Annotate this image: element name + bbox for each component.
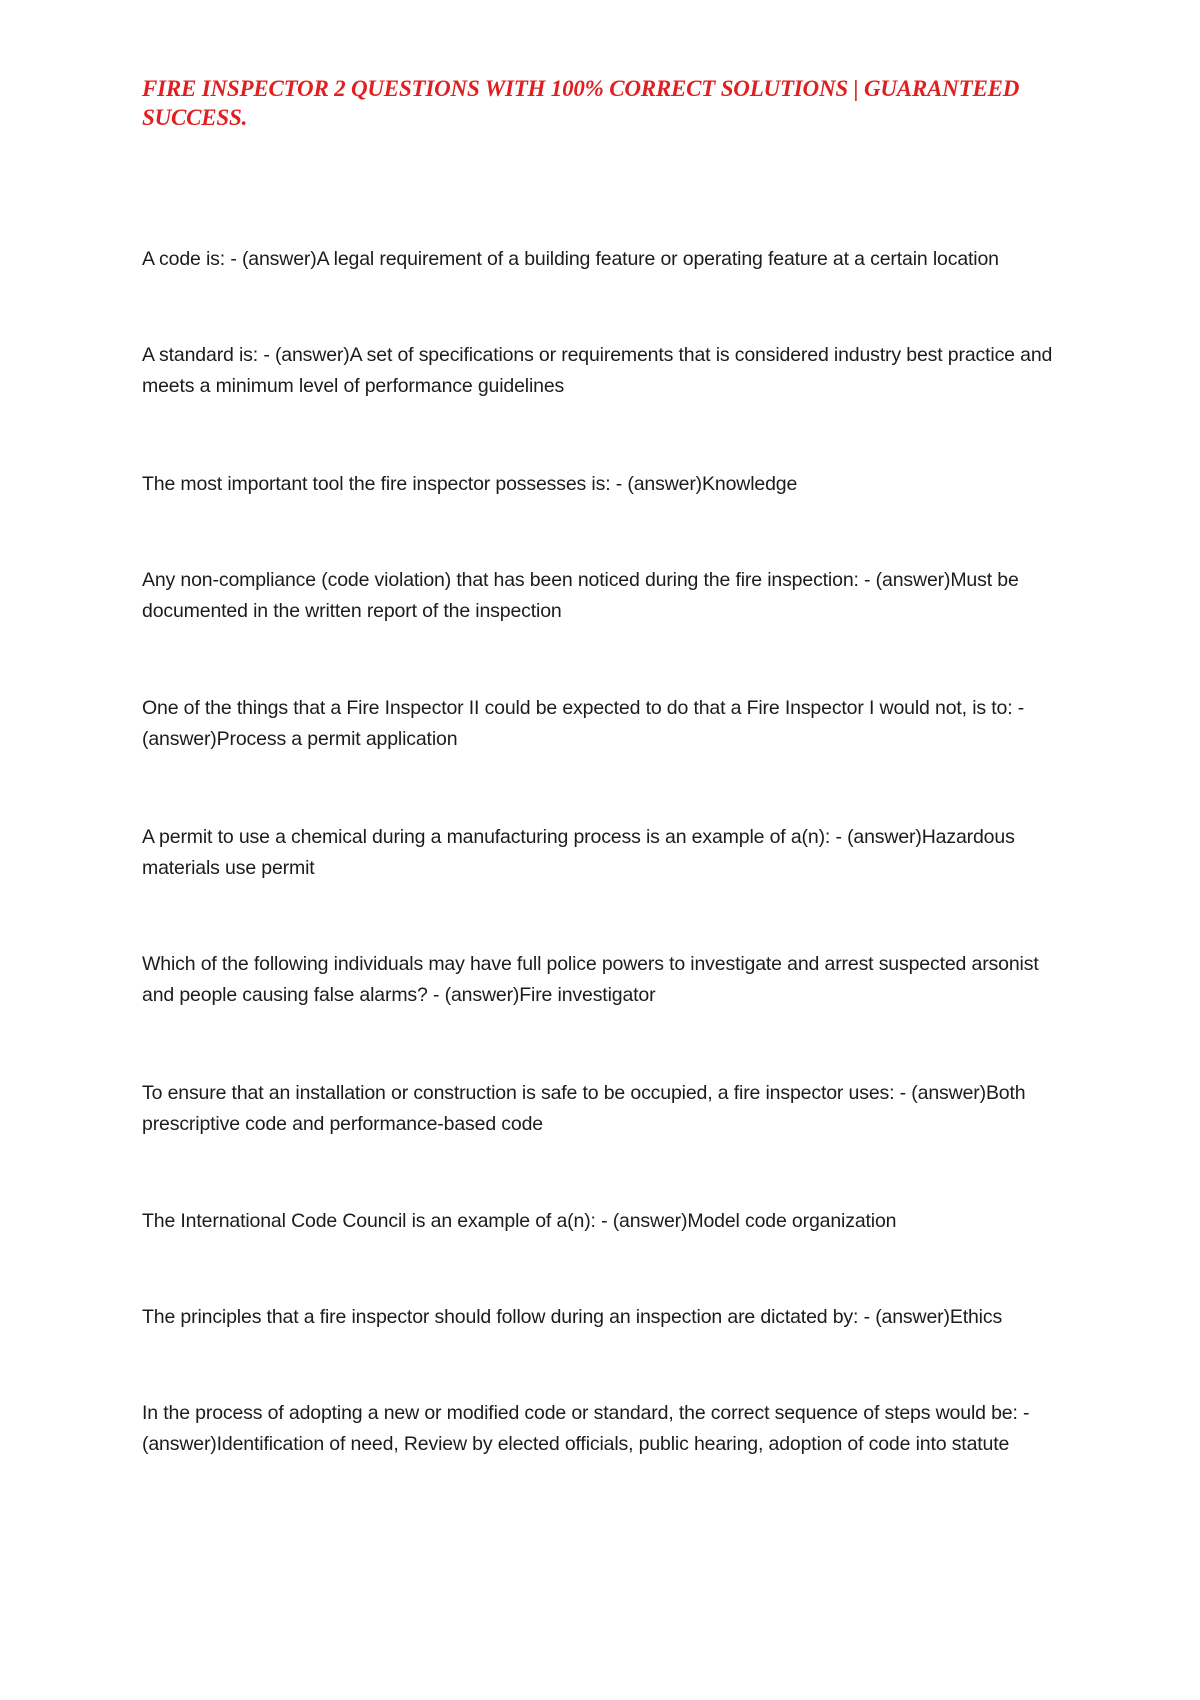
qa-item-11 — [142, 1398, 1072, 1460]
qa-item-3 — [142, 469, 1072, 500]
qa-item-2 — [142, 340, 1072, 402]
separator: - — [258, 344, 275, 366]
question-text: A permit to use a chemical during a manufacturing process is an example of a(n): — [142, 826, 831, 848]
answer-text: (answer)Hazardous materials use permit — [142, 826, 1015, 879]
question-text: A code is: — [142, 248, 226, 270]
qa-item-9 — [142, 1206, 1072, 1237]
qa-item-4 — [142, 565, 1072, 627]
answer-text: (answer)A set of specifications or requirements that is considered industry best practice and meets a minimum level of performance guidelines — [142, 344, 1053, 397]
separator: - — [1017, 1402, 1030, 1424]
answer-text: (answer)A legal requirement of a building feature or operating feature at a certain location — [241, 248, 999, 270]
separator: - — [225, 248, 242, 270]
answer-text: (answer)Process a permit application — [142, 728, 458, 750]
qa-item-1 — [142, 244, 1072, 275]
separator: - — [1012, 697, 1025, 719]
answer-text: (answer)Knowledge — [627, 473, 798, 495]
qa-item-8 — [142, 1078, 1072, 1140]
separator: - — [894, 1082, 912, 1104]
separator: - — [830, 826, 848, 848]
qa-item-10 — [142, 1302, 1072, 1333]
qa-item-6 — [142, 822, 1072, 884]
question-text: The most important tool the fire inspector possesses is: — [142, 473, 611, 495]
qa-item-5 — [142, 693, 1072, 755]
question-text: Which of the following individuals may have full police powers to investigate and arrest suspected arsonist and people causing false alarms? — [142, 953, 1039, 1006]
separator: - — [610, 473, 628, 495]
question-text: The International Code Council is an example of a(n): — [142, 1210, 596, 1232]
separator: - — [858, 569, 876, 591]
question-text: To ensure that an installation or construction is safe to be occupied, a fire inspector uses: — [142, 1082, 895, 1104]
answer-text: (answer)Fire investigator — [444, 984, 656, 1006]
question-text: A standard is: — [142, 344, 259, 366]
separator: - — [858, 1306, 876, 1328]
question-text: The principles that a fire inspector should follow during an inspection are dictated by: — [142, 1306, 859, 1328]
answer-text: (answer)Ethics — [875, 1306, 1003, 1328]
question-text: Any non-compliance (code violation) that has been noticed during the fire inspection: — [142, 569, 859, 591]
answer-text: (answer)Identification of need, Review by elected officials, public hearing, adoption of code into statute — [142, 1433, 1010, 1455]
document-title: FIRE INSPECTOR 2 QUESTIONS WITH 100% CORRECT SOLUTIONS | GUARANTEED SUCCESS. — [142, 76, 1020, 130]
answer-text: (answer)Must be documented in the written report of the inspection — [142, 569, 1019, 622]
question-text: In the process of adopting a new or modified code or standard, the correct sequence of steps would be: — [142, 1402, 1018, 1424]
separator: - — [427, 984, 445, 1006]
separator: - — [595, 1210, 613, 1232]
answer-text: (answer)Model code organization — [612, 1210, 897, 1232]
answer-text: (answer)Both prescriptive code and performance-based code — [142, 1082, 1026, 1135]
question-text: One of the things that a Fire Inspector II could be expected to do that a Fire Inspector I would not, is to: — [142, 697, 1013, 719]
qa-item-7 — [142, 949, 1072, 1011]
